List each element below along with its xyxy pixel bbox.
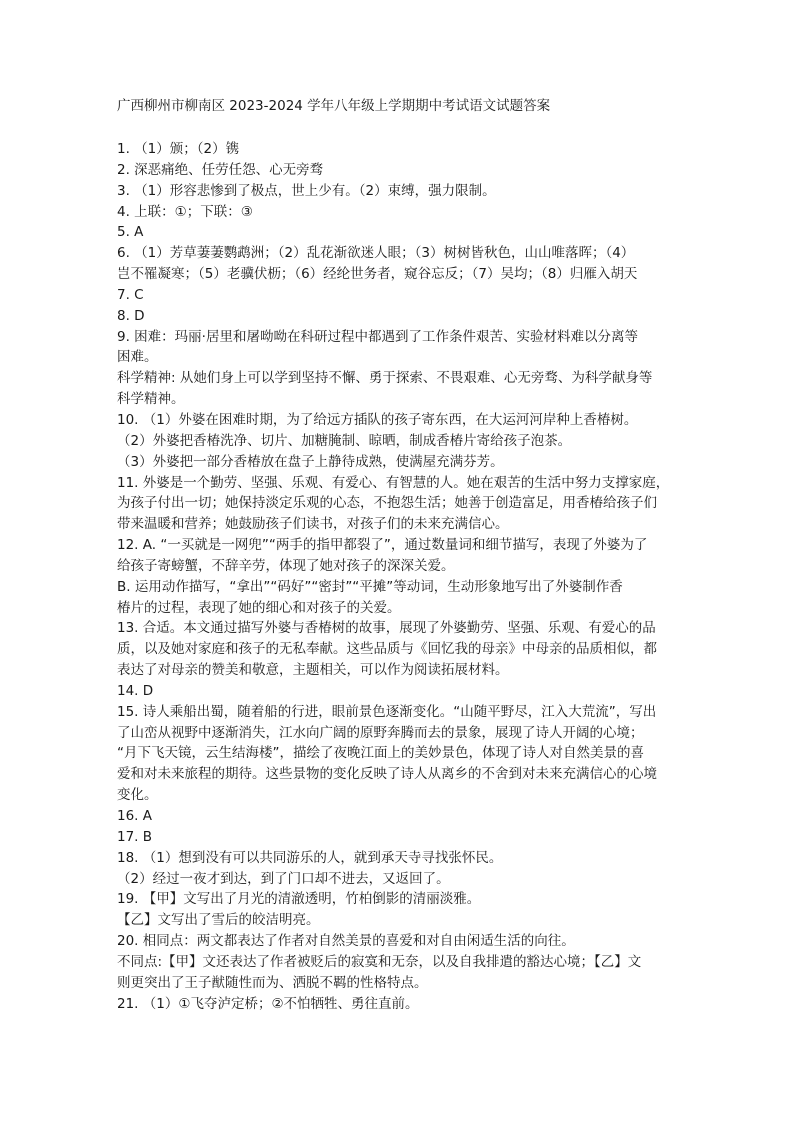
answer-line: 表达了对母亲的赞美和敬意，主题相关，可以作为阅读拓展材料。	[117, 662, 509, 679]
answer-line: 10. （1）外婆在困难时期，为了给远方插队的孩子寄东西，在大运河河岸种上香椿树。	[117, 411, 638, 428]
answer-line: 15. 诗人乘船出蜀，随着船的行进，眼前景色逐渐变化。“山随平野尽，江入大荒流”，写出	[117, 703, 657, 720]
answer-line: 不同点:【甲】文还表达了作者被贬后的寂寞和无奈，以及自我排遣的豁达心境；【乙】文	[117, 953, 642, 970]
answer-line: （2）经过一夜才到达，到了门口却不进去，又返回了。	[117, 870, 450, 887]
answer-line: “月下飞天镜，云生结海楼”，描绘了夜晚江面上的美妙景色，体现了诗人对自然美景的喜	[117, 745, 644, 762]
answer-line: 9. 困难：玛丽·居里和屠呦呦在科研过程中都遇到了工作条件艰苦、实验材料难以分离等	[117, 328, 638, 345]
answer-line: 18. （1）想到没有可以共同游乐的人，就到承天寺寻找张怀民。	[117, 849, 503, 866]
answer-line: 5. A	[117, 224, 144, 241]
answer-line: 变化。	[117, 787, 158, 804]
answer-line: 20. 相同点：两文都表达了作者对自然美景的喜爱和对自由闲适生活的向往。	[117, 933, 575, 950]
answer-line: 岂不罹凝寒；（5）老骥伏枥；（6）经纶世务者，窥谷忘反；（7）吴均；（8）归雁入胡天	[117, 266, 638, 283]
answer-line: 带来温暖和营养；她鼓励孩子们读书，对孩子们的未来充满信心。	[117, 516, 509, 533]
answer-line: 21. （1）①飞夺泸定桥；②不怕牺牲、勇往直前。	[117, 995, 419, 1012]
answer-line: 科学精神。	[117, 391, 185, 408]
answer-line: 为孩子付出一切；她保持淡定乐观的心态，不抱怨生活；她善于创造富足，用香椿给孩子们	[117, 495, 657, 512]
answer-line: （2）外婆把香椿洗净、切片、加糖腌制、晾晒，制成香椿片寄给孩子泡茶。	[117, 432, 572, 449]
answer-line: 12. A. “一买就是一网兜”“两手的指甲都裂了”，通过数量词和细节描写，表现了外婆为了	[117, 537, 648, 554]
answer-line: 11. 外婆是一个勤劳、坚强、乐观、有爱心、有智慧的人。她在艰苦的生活中努力支撑家庭，	[117, 474, 670, 491]
answer-line: 给孩子寄螃蟹，不辞辛劳，体现了她对孩子的深深关爱。	[117, 557, 455, 574]
answer-line: 19. 【甲】文写出了月光的清澈透明，竹柏倒影的清丽淡雅。	[117, 891, 481, 908]
answer-line: 椿片的过程，表现了她的细心和对孩子的关爱。	[117, 599, 401, 616]
answer-line: B. 运用动作描写，“拿出”“码好”“密封”“平摊”等动词，生动形象地写出了外婆制作香	[117, 578, 623, 595]
answer-line: 6. （1）芳草萋萋鹦鹉洲；（2）乱花渐欲迷人眼；（3）树树皆秋色，山山唯落晖；（4）	[117, 245, 635, 262]
answer-line: 3. （1）形容悲惨到了极点，世上少有。（2）束缚，强力限制。	[117, 182, 496, 199]
answer-line: 则更突出了王子猷随性而为、洒脱不羁的性格特点。	[117, 974, 428, 991]
answer-line: 【乙】文写出了雪后的皎洁明亮。	[117, 912, 320, 929]
answer-line: 2. 深恶痛绝、任劳任怨、心无旁骛	[117, 161, 324, 178]
answer-list	[117, 139, 683, 1014]
answer-line: （3）外婆把一部分香椿放在盘子上静待成熟，使满屋充满芬芳。	[117, 453, 504, 470]
answer-line: 16. A	[117, 808, 152, 824]
document-title: 广西柳州市柳南区 2023-2024 学年八年级上学期期中考试语文试题答案	[117, 98, 551, 114]
answer-line: 1. （1）颁；（2）镌	[117, 141, 240, 157]
answer-line: 4. 上联：①；下联：③	[117, 203, 253, 220]
answer-line: 了山峦从视野中逐渐消失，江水向广阔的原野奔腾而去的景象，展现了诗人开阔的心境；	[117, 724, 644, 741]
answer-line: 13. 合适。本文通过描写外婆与香椿树的故事，展现了外婆勤劳、坚强、乐观、有爱心的品	[117, 620, 656, 637]
answer-line: 困难。	[117, 349, 158, 366]
answer-line: 7. C	[117, 286, 144, 303]
answer-line: 8. D	[117, 307, 145, 324]
answer-line: 14. D	[117, 682, 154, 699]
answer-line: 17. B	[117, 828, 153, 845]
answer-line: 科学精神: 从她们身上可以学到坚持不懈、勇于探索、不畏艰难、心无旁骛、为科学献身等	[117, 370, 653, 387]
answer-line: 质，以及她对家庭和孩子的无私奉献。这些品质与《回忆我的母亲》中母亲的品质相似，都	[117, 641, 657, 658]
answer-line: 爱和对未来旅程的期待。这些景物的变化反映了诗人从离乡的不舍到对未来充满信心的心境	[117, 766, 657, 783]
